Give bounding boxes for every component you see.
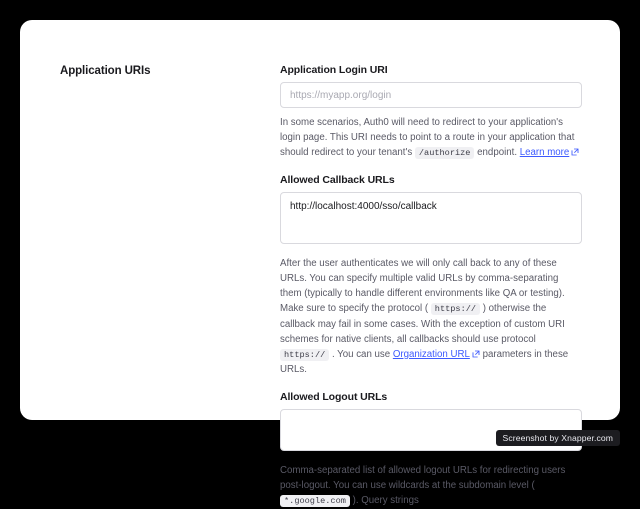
organization-url-link[interactable]: Organization URL (392, 348, 470, 360)
watermark-badge: Screenshot by Xnapper.com (496, 430, 620, 446)
field-application-login-uri (280, 64, 582, 160)
page-title: Application URIs (60, 65, 151, 77)
login-uri-learn-more-link[interactable]: Learn more (519, 147, 570, 159)
logout-help-text-1: Comma-separated list of allowed logout URLs for redirecting users post-logout. You can use wildcards at the subdomain level ( (280, 465, 566, 492)
callback-help-text-4: parameters in these URLs. (280, 348, 569, 376)
login-uri-help-text-2: endpoint. (477, 147, 518, 159)
section-column (40, 46, 280, 420)
callback-help-code-2: https:// (280, 349, 329, 361)
logout-help-code: *.google.com (280, 495, 350, 507)
login-uri-help-text-1: In some scenarios, Auth0 will need to redirect to your application's login page. This URI needs to point to a route in your application that should redirect to your tenant's (280, 117, 575, 159)
callback-help-text-1: After the user authenticates we will only call back to any of these URLs. You can specify multiple valid URLs by comma-separating them (typically to handle different environments like QA or testing). Make sure to specify the protocol ( (280, 258, 565, 315)
callback-urls-textarea[interactable] (280, 192, 582, 244)
callback-help-text-3: . You can use (331, 348, 391, 360)
field-allowed-logout-urls (280, 391, 582, 508)
logout-urls-label: Allowed Logout URLs (280, 391, 388, 404)
external-link-icon (571, 146, 579, 154)
callback-help-text-2: ) otherwise the callback may fail in some cases. With the exception of custom URI schemes for native clients, all callbacks should use protocol (280, 303, 565, 345)
login-uri-label: Application Login URI (280, 64, 388, 76)
login-uri-input[interactable] (280, 82, 582, 108)
callback-help-code-1: https:// (431, 303, 480, 315)
callback-urls-label: Allowed Callback URLs (280, 174, 395, 187)
login-uri-help-code: /authorize (415, 147, 475, 159)
logout-help-text-2: ). Query strings (352, 495, 419, 507)
login-uri-help (280, 115, 582, 160)
logout-urls-help (280, 463, 582, 508)
callback-urls-help (280, 256, 582, 377)
external-link-icon (472, 348, 480, 356)
field-allowed-callback-urls (280, 174, 582, 377)
